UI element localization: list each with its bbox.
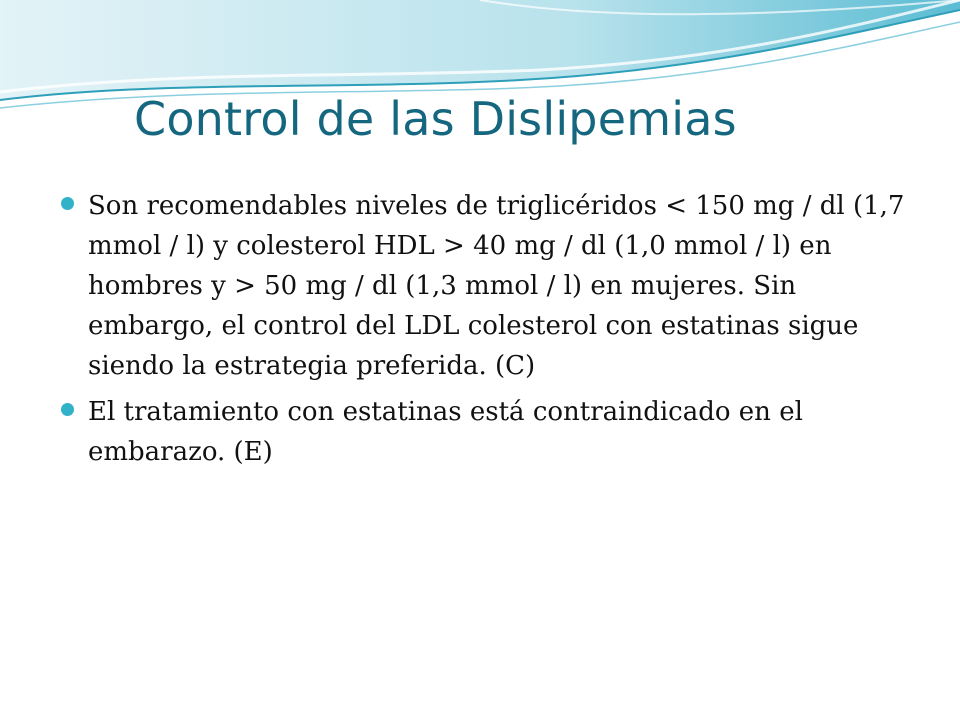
bullet-text: El tratamiento con estatinas está contraindicado en el embarazo. (E): [88, 397, 803, 467]
bullet-text: Son recomendables niveles de triglicéridos < 150 mg / dl (1,7 mmol / l) y colesterol HDL > 40 mg / dl (1,0 mmol / l) en hombres y > 50 mg / dl (1,3 mmol / l) en mujeres. Sin embargo, el control del LDL colesterol con estatinas sigue siendo la estrategia preferida. (C): [88, 191, 905, 381]
bullet-icon: [61, 197, 74, 210]
bullet-icon: [61, 403, 74, 416]
slide-title: Control de las Dislipemias: [134, 92, 737, 146]
bullet-list: [58, 186, 918, 478]
list-item: [58, 186, 918, 386]
list-item: [58, 392, 918, 472]
